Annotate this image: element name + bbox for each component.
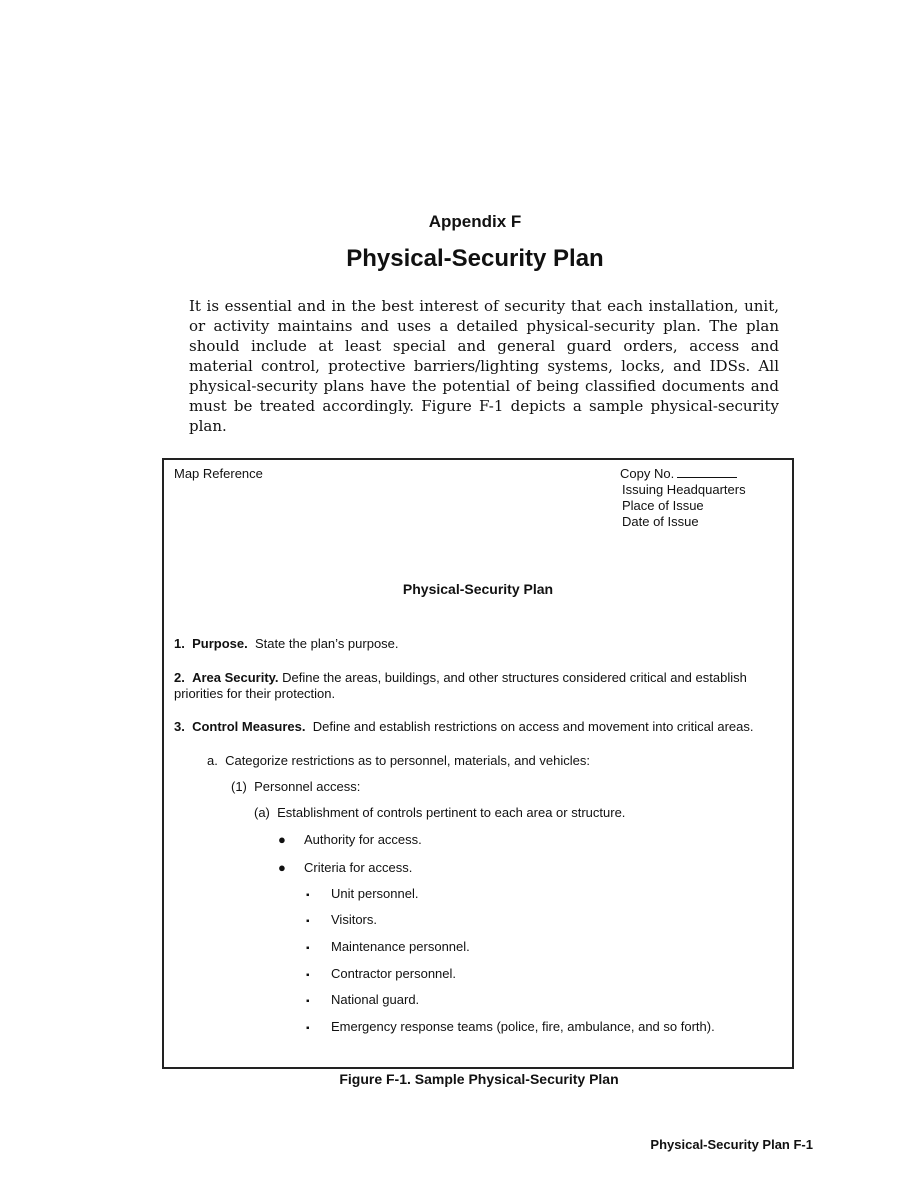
section-text: State the plan’s purpose. — [254, 636, 399, 651]
copy-no — [620, 466, 737, 482]
square-bullet-icon: ▪ — [306, 890, 310, 901]
item-text: Categorize restrictions as to personnel, materials, and vehicles: — [225, 753, 590, 768]
figure-caption: Figure F-1. Sample Physical-Security Plan — [339, 1071, 619, 1087]
section-text-cont: priorities for their protection. — [174, 686, 336, 701]
section-heading: Control Measures. — [192, 719, 306, 734]
subbullet-text: Visitors. — [331, 912, 377, 927]
bullet-item — [278, 832, 286, 848]
plan-title: Physical-Security Plan — [402, 581, 554, 597]
issuing-hq: Issuing Headquarters — [622, 482, 746, 497]
item-label: (1) — [231, 779, 247, 794]
subbullet-text: National guard. — [331, 992, 420, 1007]
section-number: 3. — [174, 719, 185, 734]
section-text: Define and establish restrictions on access and movement into critical areas. — [312, 719, 754, 734]
section-number: 1. — [174, 636, 185, 651]
item-a — [207, 753, 590, 769]
section-text: Define the areas, buildings, and other structures considered critical and establish — [282, 670, 747, 685]
section-control-measures — [174, 719, 754, 735]
item-label: (a) — [254, 805, 270, 820]
section-heading: Purpose. — [192, 636, 248, 651]
square-bullet-icon: ▪ — [306, 943, 310, 954]
page-title: Physical-Security Plan — [346, 245, 604, 272]
page-footer: Physical-Security Plan F-1 — [650, 1137, 813, 1152]
copy-no-label: Copy No. — [620, 466, 675, 481]
section-heading: Area Security. — [192, 670, 279, 685]
bullet-item — [278, 860, 286, 876]
subbullet-text: Contractor personnel. — [331, 966, 457, 981]
intro-paragraph: It is essential and in the best interest of security that each installation, unit, or activity maintains and uses a detailed physical-security plan. The plan should include at least special and general guard orders, access and material control, protective barriers/lighting systems, locks, and IDSs. All physical-security plans have the potential of being classified documents and must be treated accordingly. Figure F-1 depicts a sample physical-security plan. — [189, 297, 779, 435]
bullet-text: Criteria for access. — [304, 860, 413, 875]
item-a-sub — [254, 805, 625, 821]
bullet-dot-icon: ● — [278, 832, 286, 847]
square-bullet-icon: ▪ — [306, 970, 310, 981]
item-1 — [231, 779, 360, 795]
item-text: Establishment of controls pertinent to each area or structure. — [277, 805, 626, 820]
date-of-issue: Date of Issue — [622, 514, 699, 529]
map-reference: Map Reference — [174, 466, 263, 481]
subbullet-text: Unit personnel. — [331, 886, 419, 901]
figure-box — [162, 458, 794, 1069]
square-bullet-icon: ▪ — [306, 996, 310, 1007]
section-purpose — [174, 636, 399, 652]
bullet-text: Authority for access. — [304, 832, 422, 847]
section-area-security — [174, 670, 786, 702]
subbullet-text: Maintenance personnel. — [331, 939, 470, 954]
section-number: 2. — [174, 670, 185, 685]
item-text: Personnel access: — [254, 779, 361, 794]
item-label: a. — [207, 753, 218, 768]
square-bullet-icon: ▪ — [306, 1023, 310, 1034]
square-bullet-icon: ▪ — [306, 916, 310, 927]
bullet-dot-icon: ● — [278, 860, 286, 875]
copy-no-blank — [677, 466, 737, 478]
subbullet-text: Emergency response teams (police, fire, ambulance, and so forth). — [331, 1019, 715, 1034]
place-of-issue: Place of Issue — [622, 498, 704, 513]
appendix-label: Appendix F — [428, 212, 522, 231]
